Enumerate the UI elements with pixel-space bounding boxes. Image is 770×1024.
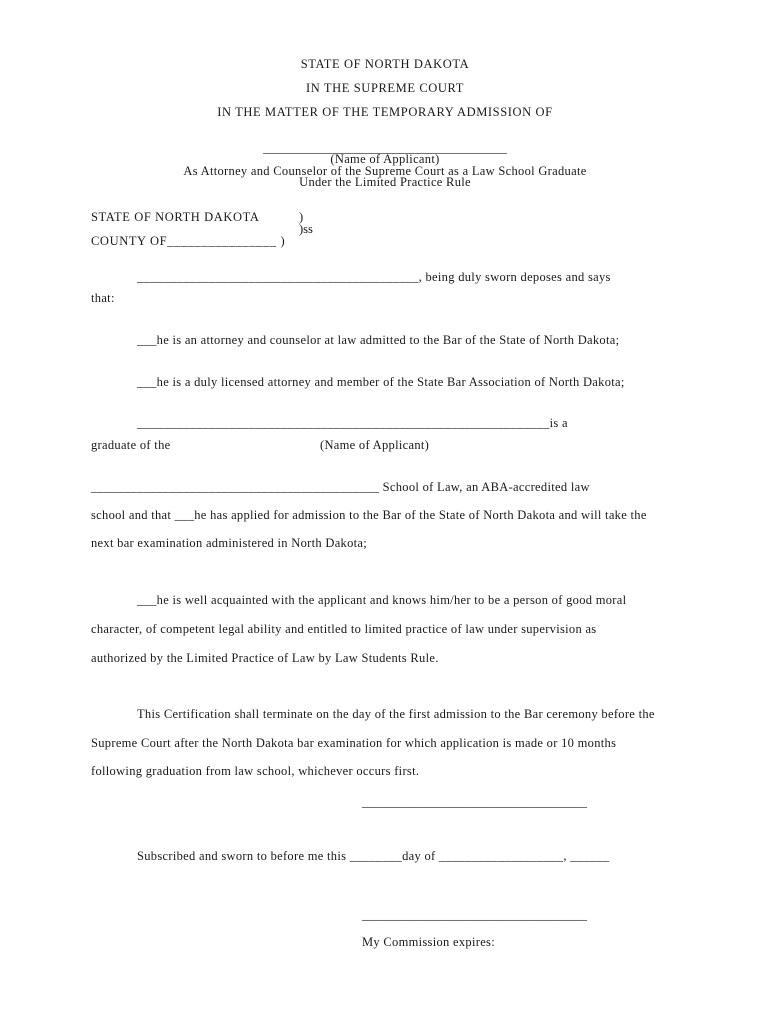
header-matter: IN THE MATTER OF THE TEMPORARY ADMISSION OF <box>217 105 553 119</box>
graduate-name-label: (Name of Applicant) <box>320 438 430 452</box>
commission-expires: My Commission expires: <box>362 935 495 949</box>
graduate-of-label: graduate of the <box>91 438 171 452</box>
certification-line-2: Supreme Court after the North Dakota bar examination for which application is made or 10 months <box>91 736 617 750</box>
certification-line-1: This Certification shall terminate on the day of the first admission to the Bar ceremony before the <box>137 707 655 721</box>
applicant-name-blank[interactable]: _______________________________________ <box>263 141 507 155</box>
law-school-line[interactable]: ____________________________________________ School of Law, an ABA-accredited law <box>91 480 590 494</box>
character-line-3: authorized by the Limited Practice of Law by Law Students Rule. <box>91 651 439 665</box>
venue-state: STATE OF NORTH DAKOTA <box>91 210 260 224</box>
character-line-2: character, of competent legal ability and entitled to limited practice of law under supervision as <box>91 622 597 636</box>
character-line-1[interactable]: ___he is well acquainted with the applicant and knows him/her to be a person of good moral <box>137 593 627 607</box>
bar-member-statement[interactable]: ___he is a duly licensed attorney and member of the State Bar Association of North Dakota; <box>137 375 625 389</box>
venue-ss: )ss <box>299 222 313 236</box>
venue-county[interactable]: COUNTY OF________________ ) <box>91 234 286 248</box>
graduate-name-blank[interactable]: _______________________________________________________________is a <box>137 416 568 430</box>
header-court: IN THE SUPREME COURT <box>306 81 464 95</box>
admission-capacity: As Attorney and Counselor of the Supreme Court as a Law School Graduate <box>183 164 587 178</box>
bar-exam-line: next bar examination administered in North Dakota; <box>91 536 368 550</box>
affiant-signature-line[interactable]: ____________________________________ <box>362 795 587 809</box>
application-line[interactable]: school and that ___he has applied for admission to the Bar of the State of North Dakota and will take the <box>91 508 647 522</box>
that-label: that: <box>91 291 115 305</box>
attorney-statement[interactable]: ___he is an attorney and counselor at law admitted to the Bar of the State of North Dakota; <box>137 333 620 347</box>
affiant-line[interactable]: ___________________________________________, being duly sworn deposes and says <box>137 270 611 284</box>
notary-signature-line[interactable]: ____________________________________ <box>362 908 587 922</box>
header-state: STATE OF NORTH DAKOTA <box>300 57 470 71</box>
subscribed-sworn-line[interactable]: Subscribed and sworn to before me this ________day of ___________________, ______ <box>137 849 610 863</box>
certification-line-3: following graduation from law school, whichever occurs first. <box>91 764 420 778</box>
practice-rule: Under the Limited Practice Rule <box>299 175 471 189</box>
applicant-name-label: (Name of Applicant) <box>330 152 440 166</box>
venue-paren: ) <box>299 210 304 224</box>
